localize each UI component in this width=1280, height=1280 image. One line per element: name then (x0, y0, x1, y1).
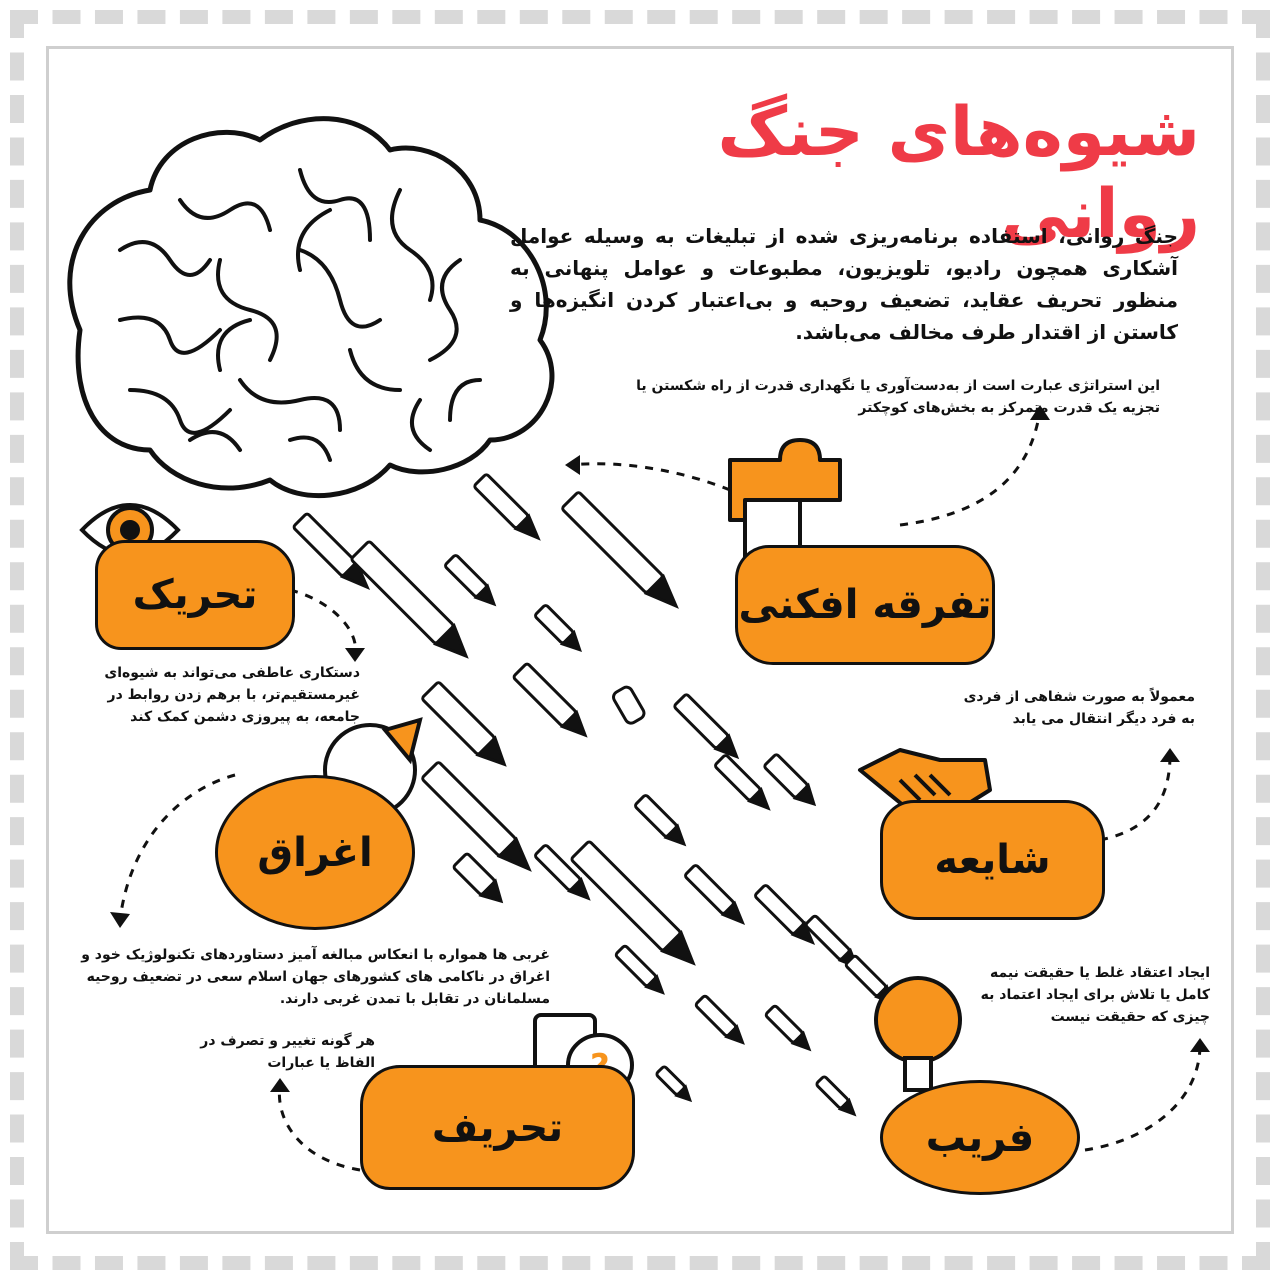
method-eghragh-badge (215, 775, 415, 930)
method-tafraghe-label: تفرقه افکنی (738, 582, 992, 628)
page-title: شیوه‌های جنگ روانی (717, 93, 1200, 254)
method-tafraghe-note: این استراتژی عبارت است از به‌دست‌آوری یا نگهداری قدرت از راه شکستن یا تجزیه یک قدرت متمرکز به بخش‌های کوچکتر (636, 378, 1160, 416)
lightbulb-icon (876, 978, 960, 1090)
method-farib-badge (880, 1080, 1080, 1195)
method-eghragh-label: اغراق (257, 829, 373, 876)
brain-icon (70, 119, 552, 496)
method-farib-note: ایجاد اعتقاد غلط یا حقیقت نیمه کامل یا تلاش برای ایجاد اعتماد به چیزی که حقیقت نیست (980, 965, 1210, 1025)
method-shaye-badge (880, 800, 1105, 920)
method-tahrif-label: تحریف (431, 1104, 564, 1151)
method-tahrik-label: تحریک (132, 572, 258, 618)
method-tahrif-note: هر گونه تغییر و تصرف در الفاظ یا عبارات (200, 1033, 375, 1071)
method-tahrik-note: دستکاری عاطفی می‌تواند به شیوه‌ای غیرمستقیم‌تر، با برهم زدن روابط در جامعه، به پیروزی دشمن کمک کند (104, 665, 360, 725)
method-eghragh-note: غربی ها همواره با انعکاس مبالغه آمیز دستاوردهای تکنولوژیک خود و اغراق در ناکامی های کشورهای جهان اسلام سعی در تضعیف روحیه مسلمانان در تقابل با تمدن غربی دارند. (81, 947, 550, 1007)
intro-paragraph: جنگ روانی، استفاده برنامه‌ریزی شده از تبلیغات به وسیله عوامل آشکاری همچون رادیو، تلویزیون، مطبوعات و عوامل پنهانی به منظور تحریف عقاید، تضعیف روحیه و بی‌اعتبار کردن انگیزه‌ها و کاستن از اقتدار طرف مخالف می‌باشد. (510, 224, 1178, 344)
method-tahrif-badge (360, 1065, 635, 1190)
method-farib-label: فریب (925, 1114, 1035, 1161)
method-tafraghe-badge (735, 545, 995, 665)
method-tahrik-badge (95, 540, 295, 650)
method-shaye-label: شایعه (934, 837, 1051, 883)
method-shaye-note: معمولاً به صورت شفاهی از فردی به فرد دیگر انتقال می یابد (963, 689, 1195, 727)
